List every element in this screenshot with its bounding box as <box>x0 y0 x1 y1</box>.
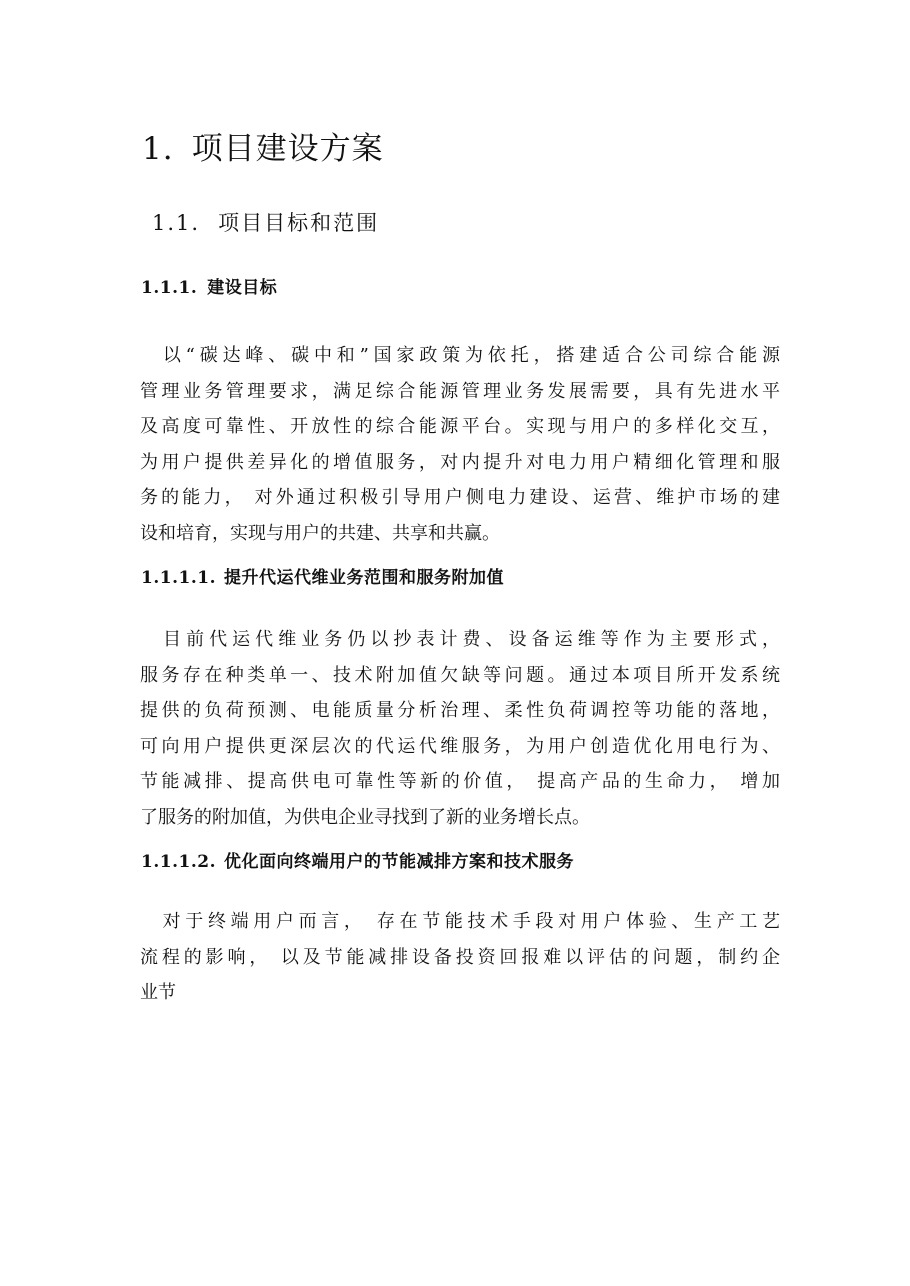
heading-title: 项目目标和范围 <box>218 211 380 235</box>
paragraph-line: 为用户提供差异化的增值服务，对内提升对电力用户精细化管理和服 <box>140 451 780 473</box>
paragraph-line: 目前代运代维业务仍以抄表计费、设备运维等作为主要形式， <box>140 629 780 650</box>
heading-title: 建设目标 <box>207 278 278 298</box>
paragraph-construction-goal <box>140 338 780 551</box>
heading-number: 1.1.1.2. <box>141 852 216 872</box>
heading-level-3 <box>141 274 277 302</box>
heading-level-2 <box>152 207 379 239</box>
heading-level-1 <box>142 128 384 170</box>
paragraph-line: 及高度可靠性、开放性的综合能源平台。实现与用户的多样化交互， <box>140 416 780 437</box>
paragraph-line: 设和培育，实现与用户的共建、共享和共赢。 <box>140 522 500 544</box>
heading-number: 1.1. <box>152 211 201 235</box>
paragraph-line: 业节 <box>140 982 176 1003</box>
heading-title: 提升代运代维业务范围和服务附加值 <box>224 568 504 588</box>
heading-number: 1. <box>142 131 174 167</box>
paragraph-line: 流程的影响， 以及节能减排设备投资回报难以评估的问题，制约企 <box>140 946 780 968</box>
paragraph-line: 服务存在种类单一、技术附加值欠缺等问题。通过本项目所开发系统 <box>140 664 780 686</box>
paragraph-line: 提供的负荷预测、电能质量分析治理、柔性负荷调控等功能的落地， <box>140 700 780 721</box>
paragraph-line: 可向用户提供更深层次的代运代维服务，为用户创造优化用电行为、 <box>140 735 780 757</box>
paragraph-operation-services <box>140 622 780 835</box>
paragraph-line: 节能减排、提高供电可靠性等新的价值， 提高产品的生命力， 增加 <box>140 771 780 792</box>
paragraph-line: 对于终端用户而言， 存在节能技术手段对用户体验、生产工艺 <box>140 911 780 932</box>
heading-level-4 <box>141 848 574 876</box>
heading-title: 优化面向终端用户的节能减排方案和技术服务 <box>224 852 574 872</box>
heading-number: 1.1.1. <box>141 278 198 298</box>
paragraph-energy-saving <box>140 904 780 1011</box>
heading-level-4 <box>141 564 504 592</box>
heading-title: 项目建设方案 <box>191 131 384 167</box>
paragraph-line: 了服务的附加值，为供电企业寻找到了新的业务增长点。 <box>140 806 590 828</box>
heading-number: 1.1.1.1. <box>141 568 216 588</box>
paragraph-line: 管理业务管理要求，满足综合能源管理业务发展需要，具有先进水平 <box>140 380 780 402</box>
paragraph-line: 以“碳达峰、碳中和”国家政策为依托，搭建适合公司综合能源 <box>140 345 780 366</box>
paragraph-line: 务的能力， 对外通过积极引导用户侧电力建设、运营、维护市场的建 <box>140 487 780 508</box>
